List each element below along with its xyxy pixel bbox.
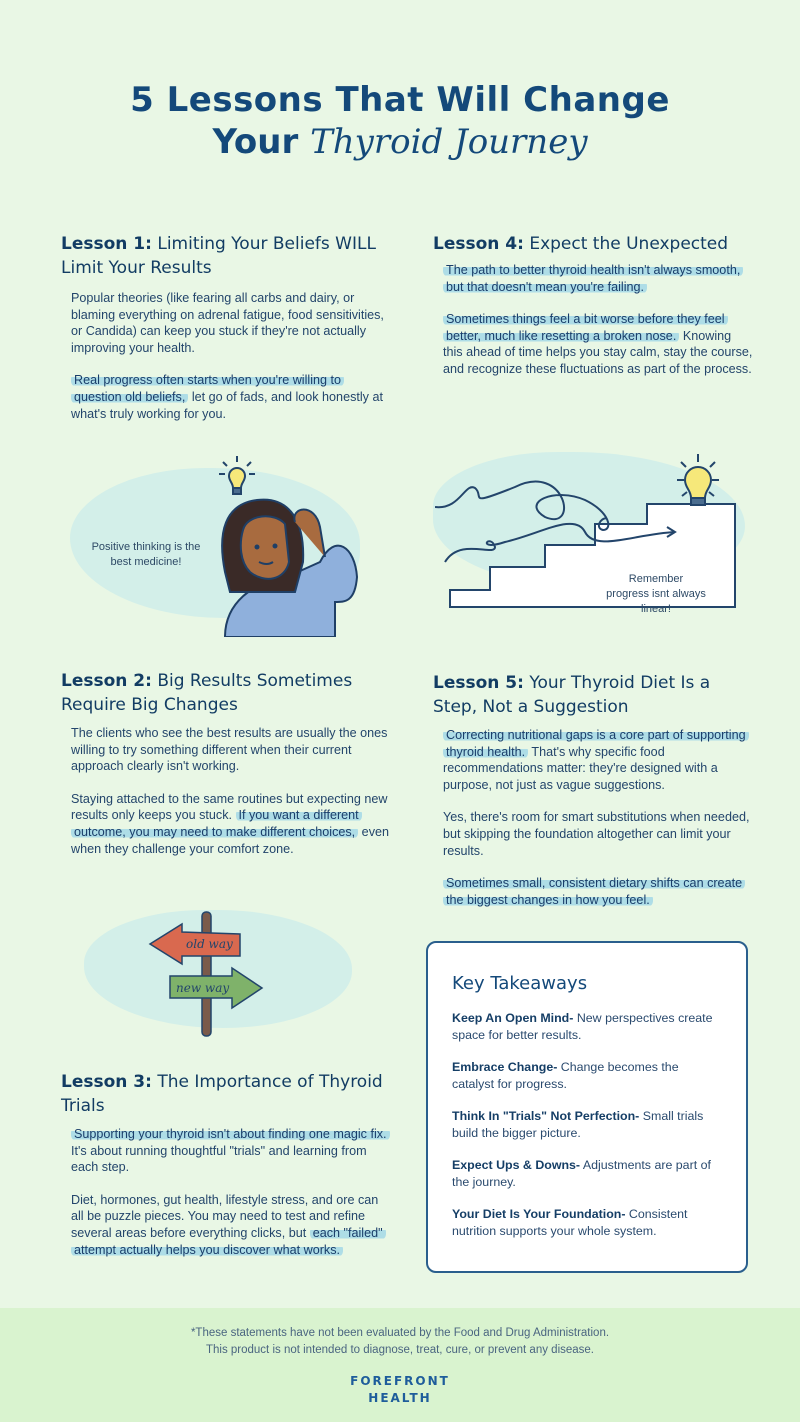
brand-name: FOREFRONT <box>350 1374 450 1388</box>
text: let go of fads, and look honestly at what's truly working for you. <box>71 389 383 421</box>
signpost-illustration <box>140 908 280 1038</box>
key-takeaways-heading: Key Takeaways <box>452 973 588 994</box>
paragraph <box>443 727 753 793</box>
woman-thinking-illustration <box>195 452 365 637</box>
disclaimer-line: This product is not intended to diagnose, treat, cure, or prevent any disease. <box>205 1344 595 1356</box>
lesson-2-body <box>61 725 391 857</box>
text: Staying attached to the same routines but expecting new results only keeps you stuck. <box>71 791 388 823</box>
title-line-1: 5 Lessons That Will Change <box>130 80 670 120</box>
paragraph: The clients who see the best results are usually the ones willing to try something different when their current approach clearly isn't working. <box>71 726 388 774</box>
takeaway-text: Adjustments are part of the journey. <box>452 1158 711 1189</box>
brand-subname: HEALTH <box>368 1391 432 1405</box>
paragraph <box>443 262 753 295</box>
lesson-label: Lesson 5: <box>433 673 524 693</box>
text: even when they challenge your comfort zone. <box>71 824 389 856</box>
lesson-title: Limiting Your Beliefs WILL Limit Your Results <box>61 234 376 278</box>
key-takeaways-card <box>426 941 748 1273</box>
fda-disclaimer <box>0 1325 800 1359</box>
lesson-2-heading <box>61 669 391 717</box>
paragraph <box>443 875 753 908</box>
paragraph <box>71 1192 391 1258</box>
page-title <box>0 80 800 164</box>
takeaway-title: Embrace Change- <box>452 1060 558 1074</box>
lesson-1 <box>61 232 391 438</box>
takeaway-title: Expect Ups & Downs- <box>452 1158 581 1172</box>
takeaway-item <box>452 1059 722 1092</box>
highlight: Sometimes small, consistent dietary shifts can create the biggest changes in how you feel. <box>443 876 745 907</box>
text: That's why specific food recommendations matter: they're designed with a purpose, not just as vague suggestions. <box>443 744 718 792</box>
woman-caption: Positive thinking is the best medicine! <box>91 541 201 568</box>
lesson-4-heading <box>433 232 753 256</box>
highlight: each "failed" attempt actually helps you discover what works. <box>71 1226 386 1257</box>
takeaway-title: Keep An Open Mind- <box>452 1011 574 1025</box>
lesson-label: Lesson 2: <box>61 671 152 691</box>
takeaway-text: Consistent nutrition supports your whole system. <box>452 1207 688 1238</box>
lesson-title: Expect the Unexpected <box>523 234 729 254</box>
lesson-4-body <box>433 262 753 378</box>
disclaimer-line: *These statements have not been evaluated by the Food and Drug Administration. <box>190 1327 610 1339</box>
takeaway-text: Change becomes the catalyst for progress. <box>452 1060 679 1091</box>
lesson-title: The Importance of Thyroid Trials <box>61 1072 383 1116</box>
takeaway-title: Think In "Trials" Not Perfection- <box>452 1109 640 1123</box>
title-script: Thyroid Journey <box>310 122 588 162</box>
title-prefix: Your <box>212 122 311 162</box>
text: It's about running thoughtful "trials" and learning from each step. <box>71 1143 367 1175</box>
paragraph <box>443 311 753 377</box>
lesson-title: Big Results Sometimes Require Big Changes <box>61 671 353 715</box>
title-line-2 <box>0 120 800 164</box>
lightbulb-icon <box>219 456 255 494</box>
paragraph: Popular theories (like fearing all carbs and dairy, or blaming everything on adrenal fatigue, food sensitivities, or Candida) can keep you stuck if they're not actually improving your health. <box>71 291 384 355</box>
lesson-5-heading <box>433 671 753 719</box>
takeaway-item <box>452 1206 722 1239</box>
lesson-title: Your Thyroid Diet Is a Step, Not a Suggestion <box>433 673 711 717</box>
takeaway-text: New perspectives create space for better results. <box>452 1011 713 1042</box>
highlight: The path to better thyroid health isn't always smooth, but that doesn't mean you're failing. <box>443 263 743 294</box>
brand-logo <box>0 1373 800 1407</box>
highlight: Supporting your thyroid isn't about finding one magic fix. <box>71 1127 390 1141</box>
stairs-caption: Remember progress isnt always linear! <box>606 573 706 615</box>
footer <box>0 1308 800 1422</box>
paragraph <box>71 791 391 857</box>
text: Diet, hormones, gut health, lifestyle stress, and ore can all be puzzle pieces. You may need to test and refine several areas before everything clicks, but <box>71 1192 379 1240</box>
lesson-2 <box>61 669 391 873</box>
lesson-label: Lesson 1: <box>61 234 152 254</box>
lesson-label: Lesson 3: <box>61 1072 152 1092</box>
highlight: Sometimes things feel a bit worse before they feel better, much like resetting a broken nose. <box>443 312 728 343</box>
lesson-label: Lesson 4: <box>433 234 524 254</box>
lesson-1-body <box>61 290 391 422</box>
text: Knowing this ahead of time helps you stay calm, stay the course, and recognize these fluctuations as part of the process. <box>443 328 753 376</box>
lightbulb-icon <box>677 454 719 505</box>
takeaway-item <box>452 1108 722 1141</box>
takeaway-item <box>452 1010 722 1043</box>
paragraph <box>71 1126 391 1176</box>
highlight: Correcting nutritional gaps is a core part of supporting thyroid health. <box>443 728 749 759</box>
takeaway-text: Small trials build the bigger picture. <box>452 1109 704 1140</box>
new-way-label: new way <box>176 981 230 995</box>
lesson-1-heading <box>61 232 391 280</box>
old-way-label: old way <box>186 937 233 951</box>
lesson-5 <box>433 671 753 924</box>
paragraph <box>71 372 391 422</box>
paragraph: Yes, there's room for smart substitutions when needed, but skipping the foundation altogether can limit your results. <box>443 810 750 858</box>
lesson-3-body <box>61 1126 391 1258</box>
highlight: Real progress often starts when you're willing to question old beliefs, <box>71 373 344 404</box>
takeaway-item <box>452 1157 722 1190</box>
highlight: If you want a different outcome, you may need to make different choices, <box>71 808 362 839</box>
lesson-5-body <box>433 727 753 908</box>
lesson-4 <box>433 232 753 394</box>
lesson-3 <box>61 1070 391 1274</box>
lesson-3-heading <box>61 1070 391 1118</box>
takeaway-title: Your Diet Is Your Foundation- <box>452 1207 626 1221</box>
